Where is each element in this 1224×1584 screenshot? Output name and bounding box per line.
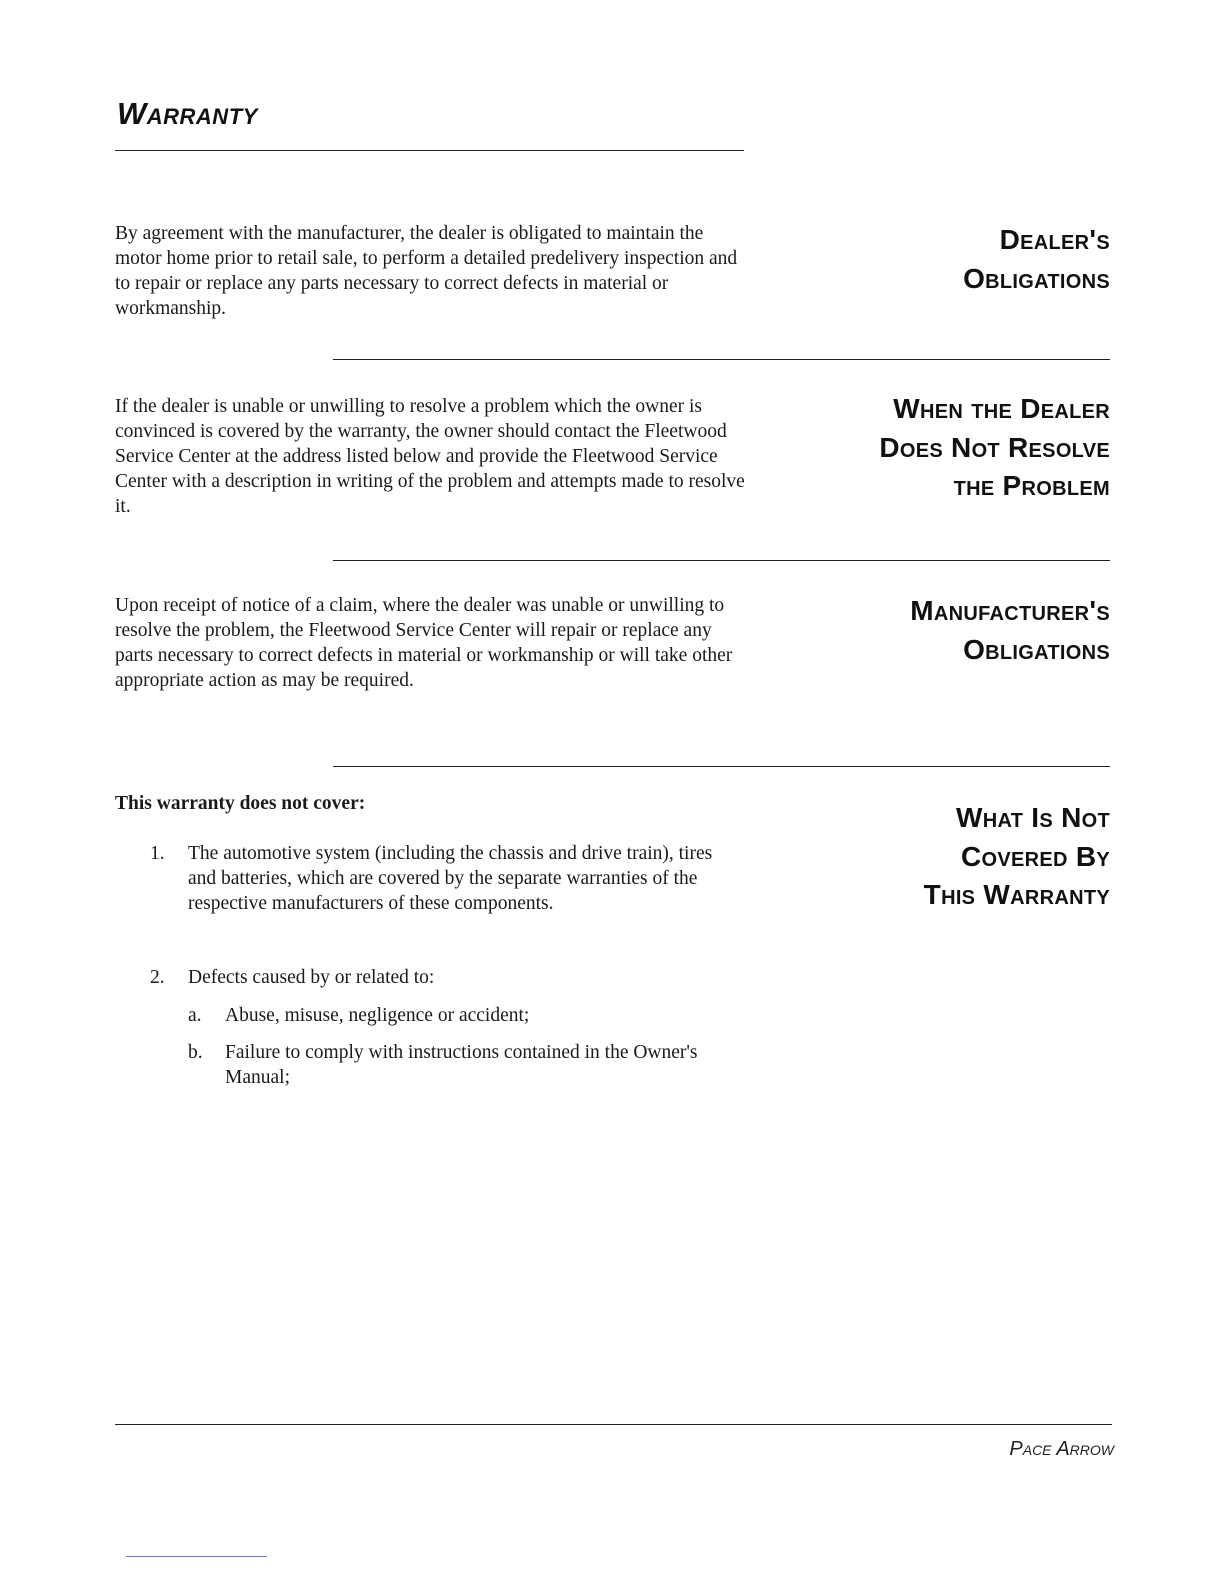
- section-divider: [333, 560, 1110, 561]
- list-subitem-text: Failure to comply with instructions contained in the Owner's Manual;: [225, 1042, 698, 1088]
- list-subitem: [188, 1040, 708, 1090]
- section-divider: [333, 359, 1110, 360]
- section-body: Upon receipt of notice of a claim, where the dealer was unable or unwilling to resolve the problem, the Fleetwood Service Center will repair or replace any parts necessary to correct defects in material or workmanship or will take other appropriate action as may be required.: [115, 595, 733, 691]
- heading-line: Dealer's: [999, 224, 1110, 255]
- list-item: [150, 841, 740, 916]
- list-subitem: [188, 1003, 708, 1028]
- list-letter: a.: [188, 1005, 202, 1026]
- list-letter: b.: [188, 1042, 203, 1063]
- heading-line: What Is Not: [955, 802, 1110, 833]
- section-heading: [750, 221, 1110, 298]
- list-item: [150, 965, 740, 990]
- footer-divider: [115, 1424, 1112, 1425]
- list-subitem-text: Abuse, misuse, negligence or accident;: [225, 1005, 530, 1026]
- page-title: Warranty: [117, 96, 258, 131]
- title-divider: [115, 150, 744, 151]
- list-item-text: Defects caused by or related to:: [188, 967, 435, 988]
- scan-artifact-line: [126, 1556, 267, 1557]
- list-number: 1.: [150, 843, 165, 864]
- section-body: If the dealer is unable or unwilling to resolve a problem which the owner is convinced is covered by the warranty, the owner should contact the Fleetwood Service Center at the address listed below and provide the Fleetwood Service Center with a description in writing of the problem and attempts made to resolve it.: [115, 396, 745, 517]
- heading-line: Covered By: [960, 840, 1110, 872]
- heading-line: the Problem: [953, 470, 1110, 501]
- heading-line: When the Dealer: [893, 393, 1110, 424]
- heading-line: Obligations: [963, 633, 1110, 665]
- section-divider: [333, 766, 1110, 767]
- footer-model-name: Pace Arrow: [1009, 1438, 1114, 1460]
- list-number: 2.: [150, 967, 165, 988]
- list-item-text: The automotive system (including the chassis and drive train), tires and batteries, which are covered by the separate warranties of the respective manufacturers of these components.: [188, 843, 713, 914]
- section-heading: [750, 390, 1110, 506]
- heading-line: Does Not Resolve: [879, 431, 1110, 463]
- list-intro: This warranty does not cover:: [115, 793, 366, 814]
- heading-line: Manufacturer's: [910, 595, 1110, 626]
- heading-line: Obligations: [963, 262, 1110, 294]
- section-heading: [750, 592, 1110, 669]
- section-body: By agreement with the manufacturer, the dealer is obligated to maintain the motor home prior to retail sale, to perform a detailed predelivery inspection and to repair or replace any parts necessary to correct defects in material or workmanship.: [115, 223, 738, 319]
- heading-line: This Warranty: [923, 879, 1110, 910]
- section-heading: [750, 799, 1110, 915]
